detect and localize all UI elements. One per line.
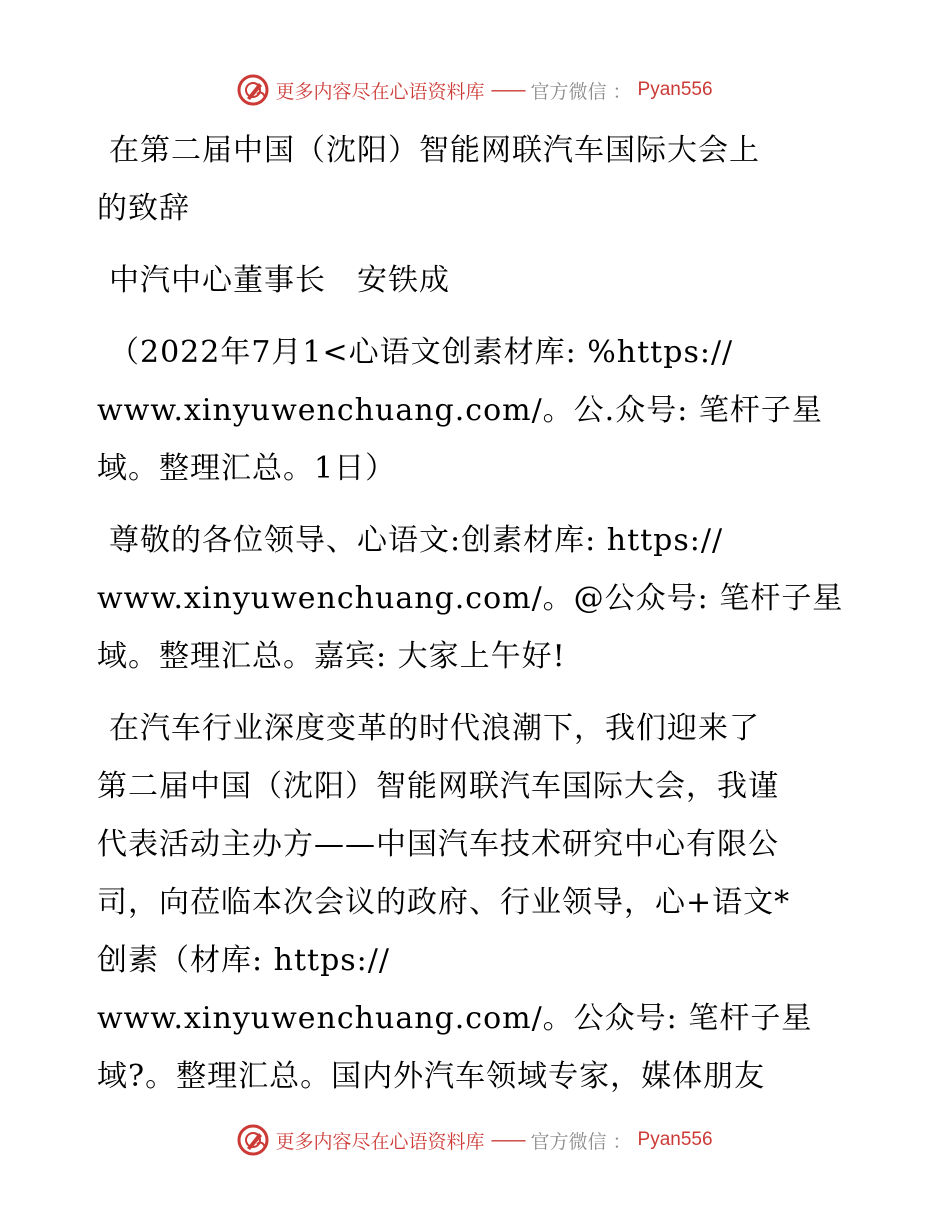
title-line: 的致辞	[97, 191, 190, 226]
banner-dash: ——	[490, 1129, 525, 1151]
banner-official-label: 官方微信	[530, 80, 607, 103]
pen-logo-icon	[237, 74, 269, 106]
banner-site-text: 更多内容尽在心语资料库	[275, 1130, 485, 1153]
pen-logo-icon	[237, 1124, 269, 1156]
footer-banner	[0, 1120, 950, 1160]
banner-wechat-id: Pyan556	[637, 79, 713, 100]
greeting-paragraph	[97, 512, 857, 686]
banner-separator: ：	[612, 80, 632, 103]
document-title	[97, 122, 857, 238]
greeting-line: 域。整理汇总。嘉宾: 大家上午好!	[97, 639, 566, 674]
header-banner	[0, 70, 950, 110]
speaker-text: 中汽中心董事长 安铁成	[109, 263, 450, 298]
body-line: www.xinyuwenchuang.com/。公众号: 笔杆子星	[97, 1001, 813, 1036]
date-line: www.xinyuwenchuang.com/。公.众号: 笔杆子星	[97, 393, 823, 428]
body-line: 第二届中国（沈阳）智能网联汽车国际大会，我谨	[97, 769, 779, 804]
body-line: 司，向莅临本次会议的政府、行业领导，心+语文*	[97, 885, 791, 920]
banner-official-label: 官方微信	[530, 1130, 607, 1153]
date-line: （2022年7月1<心语文创素材库: %https://	[109, 335, 734, 370]
banner-content	[237, 1124, 712, 1156]
banner-site-text: 更多内容尽在心语资料库	[275, 80, 485, 103]
greeting-line: 尊敬的各位领导、心语文:创素材库: https://	[109, 523, 724, 558]
greeting-line: www.xinyuwenchuang.com/。@公众号: 笔杆子星	[97, 581, 844, 616]
body-paragraph	[97, 700, 857, 1106]
banner-dash: ——	[490, 79, 525, 101]
banner-wechat-id: Pyan556	[637, 1129, 713, 1150]
date-line: 域。整理汇总。1日）	[97, 451, 397, 486]
title-line: 在第二届中国（沈阳）智能网联汽车国际大会上	[109, 133, 760, 168]
body-line: 域?。整理汇总。国内外汽车领域专家，媒体朋友	[97, 1059, 766, 1094]
body-line: 创素（材库: https://	[97, 943, 390, 978]
banner-content	[237, 74, 712, 106]
date-paragraph	[97, 324, 857, 498]
body-line: 在汽车行业深度变革的时代浪潮下，我们迎来了	[109, 711, 760, 746]
banner-separator: ：	[612, 1130, 632, 1153]
speaker-line	[97, 252, 857, 310]
body-line: 代表活动主办方——中国汽车技术研究中心有限公	[97, 827, 779, 862]
document-body	[97, 122, 857, 1106]
